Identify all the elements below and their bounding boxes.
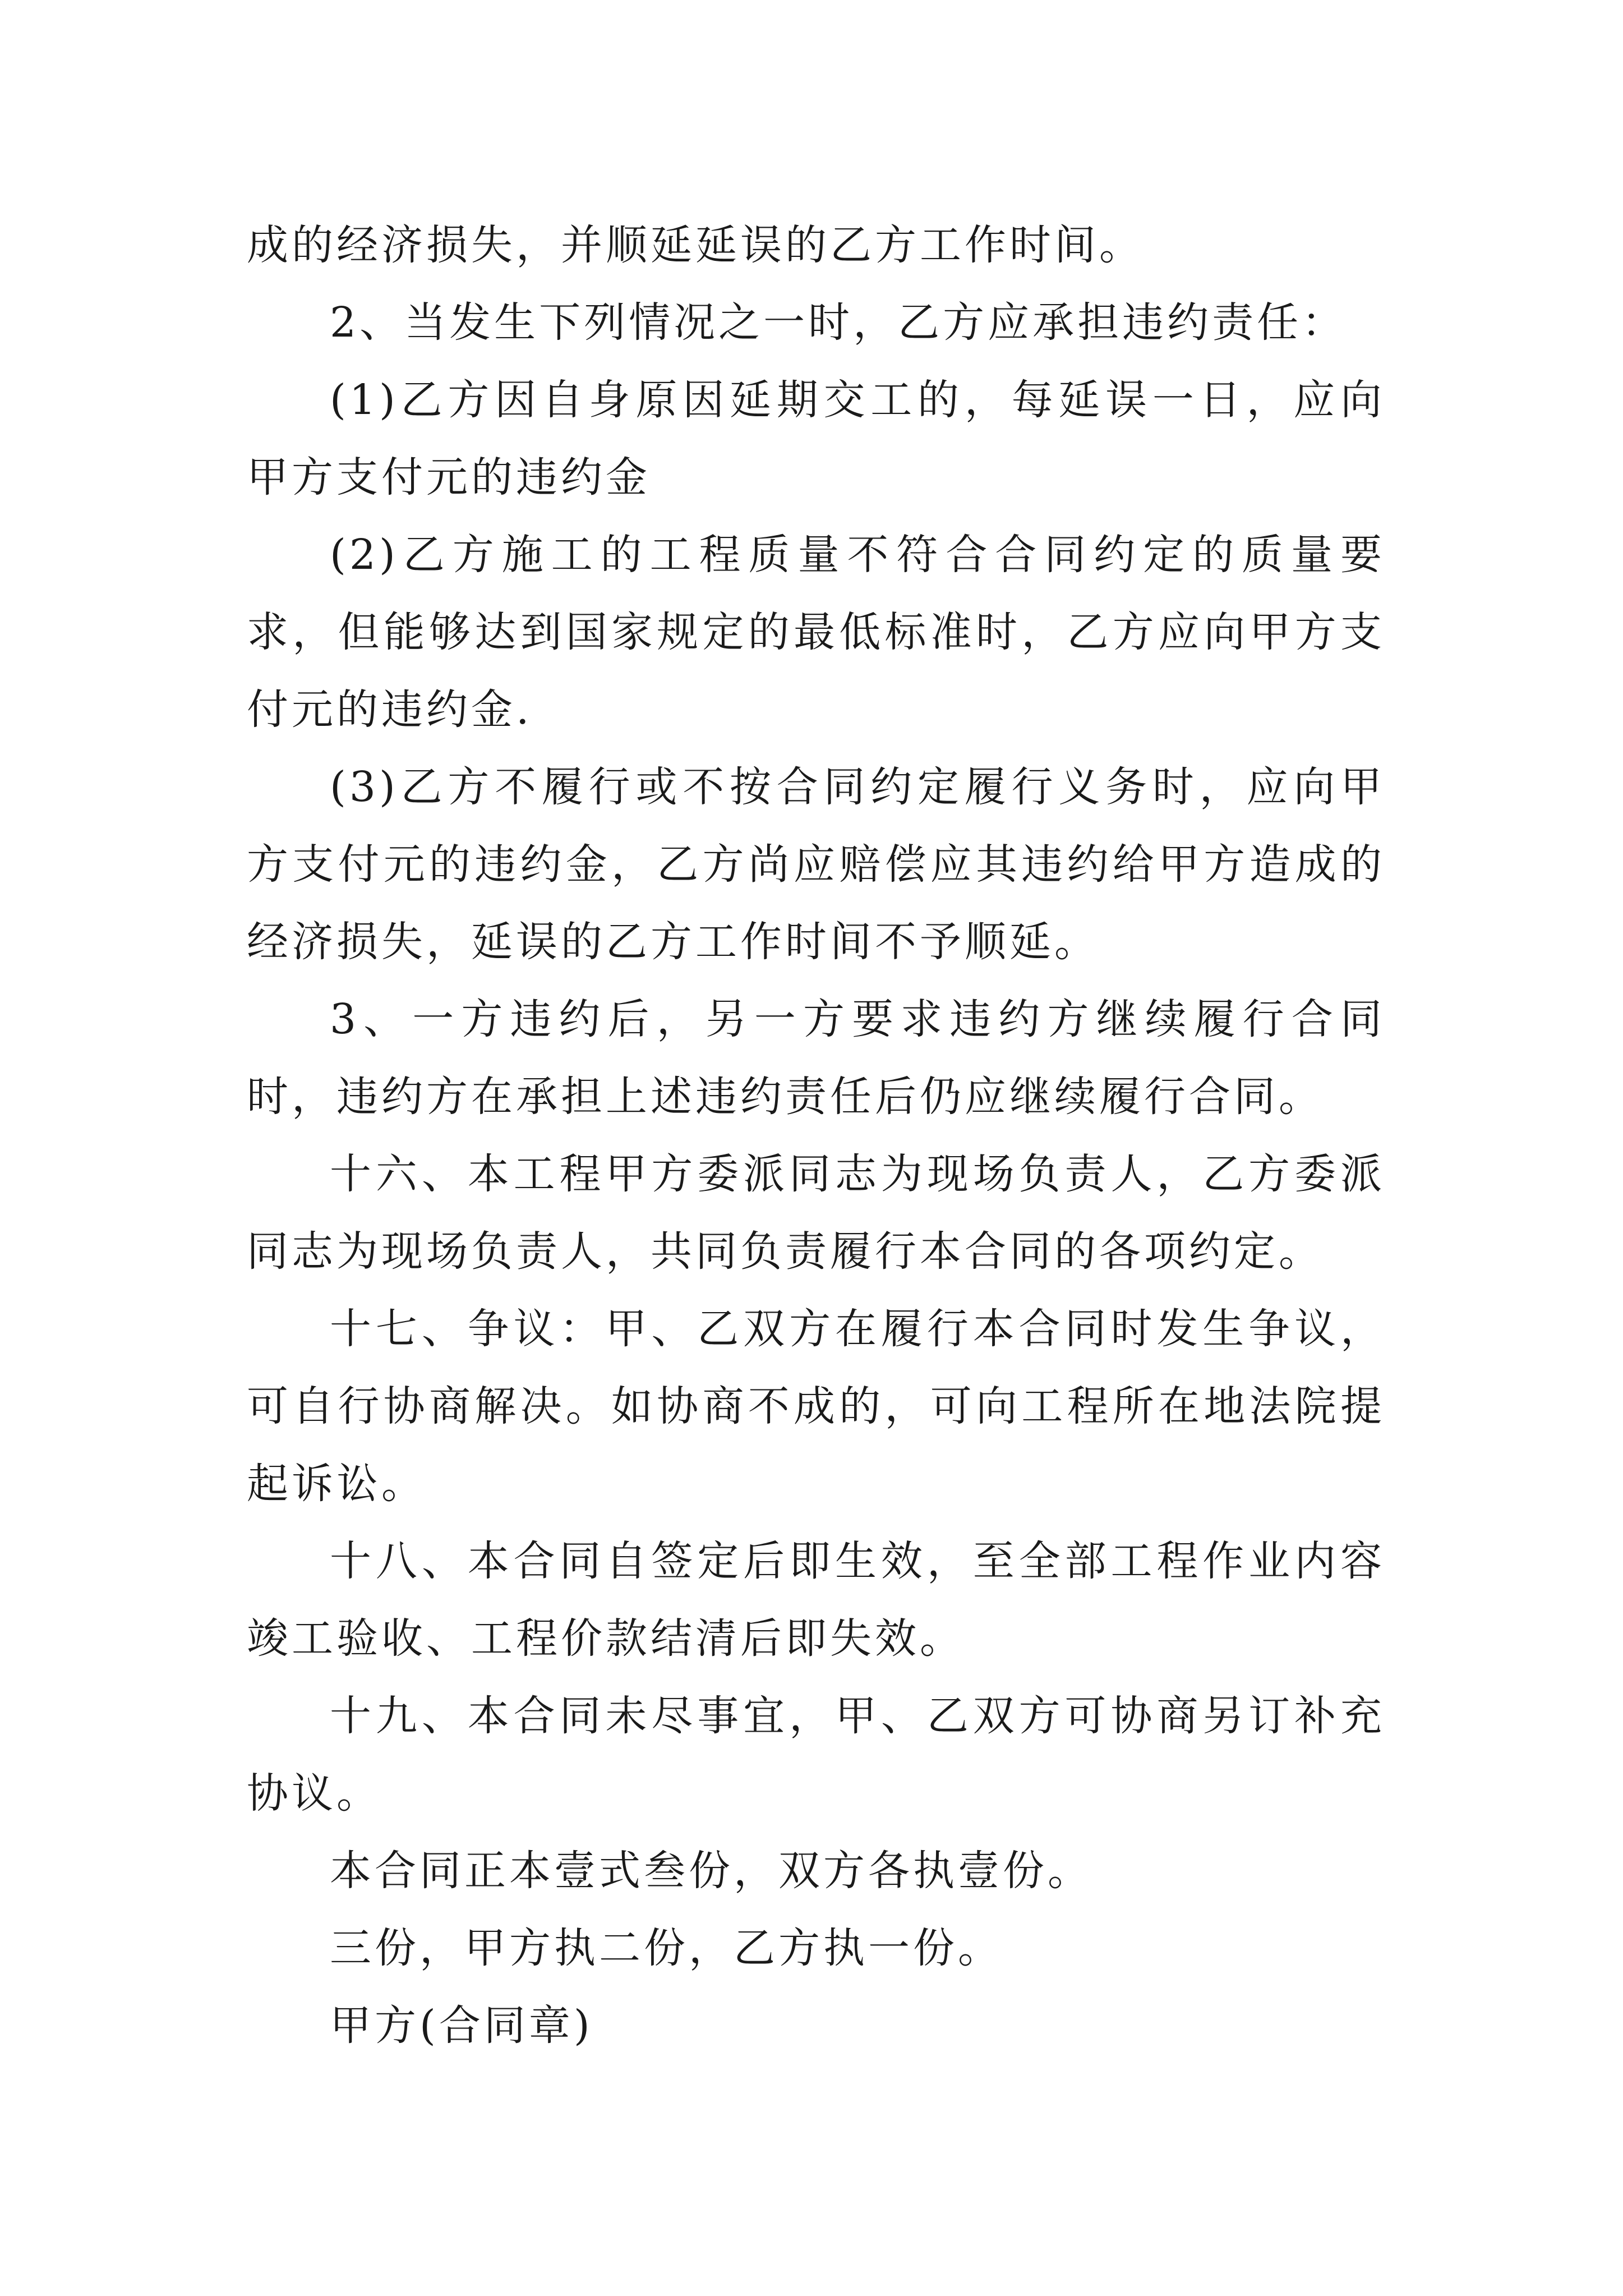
paragraph-article-16: 十六、本工程甲方委派同志为现场负责人，乙方委派同志为现场负责人，共同负责履行本合同的各项约定。 — [247, 1150, 1385, 1276]
paragraph-copies-split: 三份，甲方执二份，乙方执一份。 — [330, 1924, 1003, 1972]
document-body — [247, 206, 1385, 2064]
paragraph-clause-2: 2、当发生下列情况之一时，乙方应承担违约责任： — [330, 298, 1347, 347]
paragraph-article-19: 十九、本合同未尽事宜，甲、乙双方可协商另订补充协议。 — [247, 1692, 1385, 1818]
paragraph-item-1: (1)乙方因自身原因延期交工的，每延误一日，应向甲方支付元的违约金 — [247, 376, 1385, 501]
paragraph-copies: 本合同正本壹式叁份，双方各执壹份。 — [330, 1847, 1092, 1895]
paragraph-continuation: 成的经济损失，并顺延延误的乙方工作时间。 — [247, 221, 1144, 269]
paragraph-article-18: 十八、本合同自签定后即生效，至全部工程作业内容竣工验收、工程价款结清后即失效。 — [247, 1537, 1385, 1663]
paragraph-item-3: (3)乙方不履行或不按合同约定履行义务时，应向甲方支付元的违约金，乙方尚应赔偿应其违约给甲方造成的经济损失，延误的乙方工作时间不予顺延。 — [247, 763, 1385, 966]
paragraph-party-a-seal: 甲方(合同章) — [330, 2001, 593, 2050]
paragraph-item-2: (2)乙方施工的工程质量不符合合同约定的质量要求，但能够达到国家规定的最低标准时，乙方应向甲方支付元的违约金. — [247, 531, 1385, 734]
paragraph-article-17: 十七、争议：甲、乙双方在履行本合同时发生争议，可自行协商解决。如协商不成的，可向工程所在地法院提起诉讼。 — [247, 1305, 1385, 1508]
paragraph-clause-3: 3、一方违约后，另一方要求违约方继续履行合同时，违约方在承担上述违约责任后仍应继续履行合同。 — [247, 995, 1385, 1121]
